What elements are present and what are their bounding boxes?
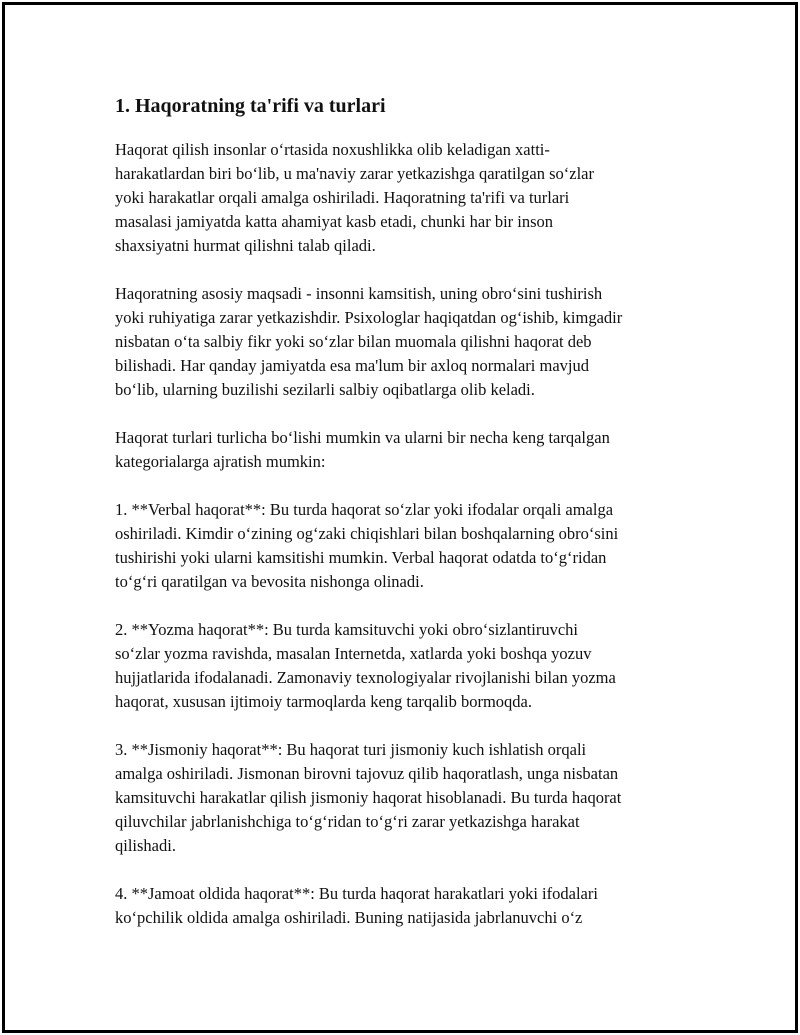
paragraph-purpose: Haqoratning asosiy maqsadi - insonni kamsitish, uning obro‘sini tushirish yoki ruhiyatiga zarar yetkazishdir. Psixologlar haqiqatdan og‘ishib, kimgadir nisbatan o‘ta salbiy fikr yoki so‘zlar bilan muomala qilishni haqorat deb bilishadi. Har qanday jamiyatda esa ma'lum bir axloq normalari mavjud bo‘lib, ularning buzilishi sezilarli salbiy oqibatlarga olib keladi. (115, 284, 623, 399)
paragraph-definition: Haqorat qilish insonlar o‘rtasida noxushlikka olib keladigan xatti- harakatlardan biri bo‘lib, u ma'naviy zarar yetkazishga qaratilgan so‘zlar yoki harakatlar orqali amalga oshiriladi. Haqoratning ta'rifi va turlari masalasi jamiyatda katta ahamiyat kasb etadi, chunki har bir inson shaxsiyatni hurmat qilishni talab qiladi. (115, 140, 594, 255)
paragraph-physical: 3. **Jismoniy haqorat**: Bu haqorat turi jismoniy kuch ishlatish orqali amalga oshiriladi. Jismonan birovni tajovuz qilib haqoratlash, unga nisbatan kamsituvchi harakatlar qilish jismoniy haqorat hisoblanadi. Bu turda haqorat qiluvchilar jabrlanishchiga to‘g‘ridan to‘g‘ri zarar yetkazishga harakat qilishadi. (115, 740, 622, 855)
paragraph-verbal: 1. **Verbal haqorat**: Bu turda haqorat so‘zlar yoki ifodalar orqali amalga oshiriladi. Kimdir o‘zining og‘zaki chiqishlari bilan boshqalarning obro‘sini tushirishi yoki ularni kamsitishi mumkin. Verbal haqorat odatda to‘g‘ridan to‘g‘ri qaratilgan va bevosita nishonga olinadi. (115, 500, 619, 591)
paragraph-written: 2. **Yozma haqorat**: Bu turda kamsituvchi yoki obro‘sizlantiruvchi so‘zlar yozma ravishda, masalan Internetda, xatlarda yoki boshqa yozuv hujjatlarida ifodalanadi. Zamonaviy texnologiyalar rivojlanishi bilan yozma haqorat, xususan ijtimoiy tarmoqlarda keng tarqalib bormoqda. (115, 620, 616, 711)
paragraph-public: 4. **Jamoat oldida haqorat**: Bu turda haqorat harakatlari yoki ifodalari ko‘pchilik oldida amalga oshiriladi. Buning natijasida jabrlanuvchi o‘z (115, 884, 598, 927)
paragraph-types-intro: Haqorat turlari turlicha bo‘lishi mumkin va ularni bir necha keng tarqalgan kategorialarga ajratish mumkin: (115, 428, 610, 471)
document-body (115, 92, 695, 954)
section-title: 1. Haqoratning ta'rifi va turlari (115, 95, 386, 117)
